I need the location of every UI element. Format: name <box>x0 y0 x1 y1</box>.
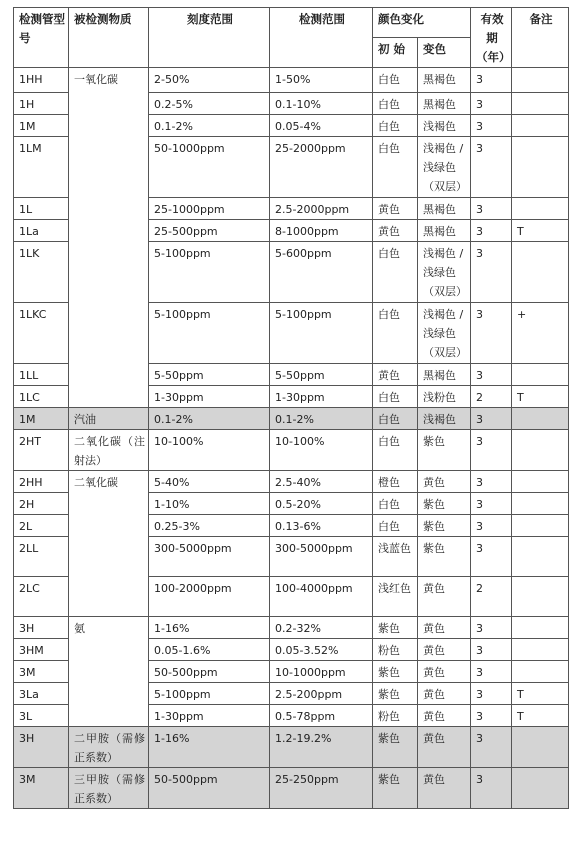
cell-scale-range: 5-40% <box>149 471 270 493</box>
cell-model: 1LC <box>14 386 69 408</box>
cell-color-initial: 白色 <box>373 303 418 364</box>
cell-color-initial: 白色 <box>373 242 418 303</box>
cell-model: 2HH <box>14 471 69 493</box>
cell-remark: T <box>512 683 569 705</box>
cell-color-changed: 紫色 <box>418 430 471 471</box>
cell-color-changed: 黑褐色 <box>418 220 471 242</box>
table-row <box>14 617 569 639</box>
cell-detect-range: 0.05-3.52% <box>270 639 373 661</box>
cell-model: 1LL <box>14 364 69 386</box>
cell-detect-range: 0.5-20% <box>270 493 373 515</box>
cell-validity: 3 <box>471 768 512 809</box>
cell-validity: 3 <box>471 303 512 364</box>
cell-color-changed: 浅褐色 <box>418 115 471 137</box>
cell-color-changed: 黄色 <box>418 661 471 683</box>
cell-remark <box>512 537 569 577</box>
cell-remark <box>512 115 569 137</box>
cell-scale-range: 25-500ppm <box>149 220 270 242</box>
cell-remark <box>512 617 569 639</box>
cell-color-changed: 浅褐色 <box>418 408 471 430</box>
cell-scale-range: 100-2000ppm <box>149 577 270 617</box>
table-row <box>14 68 569 93</box>
cell-validity: 3 <box>471 661 512 683</box>
cell-color-changed: 浅褐色 / 浅绿色（双层） <box>418 303 471 364</box>
cell-substance: 汽油 <box>69 408 149 430</box>
cell-validity: 3 <box>471 220 512 242</box>
cell-substance: 氨 <box>69 617 149 727</box>
cell-detect-range: 5-50ppm <box>270 364 373 386</box>
header-remark: 备注 <box>512 8 569 68</box>
cell-validity: 3 <box>471 471 512 493</box>
cell-validity: 3 <box>471 705 512 727</box>
cell-model: 2LC <box>14 577 69 617</box>
cell-validity: 3 <box>471 515 512 537</box>
cell-model: 2LL <box>14 537 69 577</box>
cell-scale-range: 2-50% <box>149 68 270 93</box>
cell-remark: + <box>512 303 569 364</box>
table-row <box>14 768 569 809</box>
cell-validity: 3 <box>471 137 512 198</box>
cell-color-initial: 紫色 <box>373 661 418 683</box>
cell-scale-range: 300-5000ppm <box>149 537 270 577</box>
table-row <box>14 471 569 493</box>
cell-remark <box>512 430 569 471</box>
cell-remark <box>512 661 569 683</box>
cell-remark <box>512 471 569 493</box>
cell-color-initial: 粉色 <box>373 705 418 727</box>
cell-color-changed: 浅褐色 / 浅绿色（双层） <box>418 242 471 303</box>
cell-validity: 3 <box>471 493 512 515</box>
cell-model: 1M <box>14 115 69 137</box>
cell-color-changed: 浅粉色 <box>418 386 471 408</box>
cell-validity: 3 <box>471 683 512 705</box>
cell-color-initial: 白色 <box>373 68 418 93</box>
cell-remark <box>512 242 569 303</box>
cell-color-changed: 黄色 <box>418 617 471 639</box>
cell-detect-range: 2.5-40% <box>270 471 373 493</box>
cell-remark <box>512 137 569 198</box>
cell-substance: 一氧化碳 <box>69 68 149 408</box>
header-validity: 有效期（年） <box>471 8 512 68</box>
cell-validity: 3 <box>471 93 512 115</box>
cell-scale-range: 0.05-1.6% <box>149 639 270 661</box>
cell-scale-range: 0.1-2% <box>149 115 270 137</box>
header-color-initial: 初 始 <box>373 38 418 68</box>
cell-color-changed: 黑褐色 <box>418 364 471 386</box>
cell-color-changed: 黑褐色 <box>418 68 471 93</box>
cell-validity: 3 <box>471 115 512 137</box>
cell-color-changed: 黑褐色 <box>418 93 471 115</box>
cell-color-initial: 白色 <box>373 386 418 408</box>
cell-remark: T <box>512 386 569 408</box>
cell-color-initial: 浅红色 <box>373 577 418 617</box>
cell-remark: T <box>512 705 569 727</box>
cell-color-initial: 白色 <box>373 493 418 515</box>
cell-color-initial: 白色 <box>373 515 418 537</box>
cell-color-changed: 黄色 <box>418 639 471 661</box>
cell-color-initial: 白色 <box>373 93 418 115</box>
cell-detect-range: 1-50% <box>270 68 373 93</box>
cell-remark <box>512 727 569 768</box>
cell-scale-range: 1-30ppm <box>149 386 270 408</box>
cell-scale-range: 50-1000ppm <box>149 137 270 198</box>
cell-detect-range: 2.5-200ppm <box>270 683 373 705</box>
header-model: 检测管型号 <box>14 8 69 68</box>
cell-scale-range: 25-1000ppm <box>149 198 270 220</box>
cell-substance: 二氧化碳（注射法） <box>69 430 149 471</box>
cell-color-changed: 黄色 <box>418 683 471 705</box>
table-row <box>14 430 569 471</box>
cell-validity: 3 <box>471 408 512 430</box>
cell-validity: 3 <box>471 639 512 661</box>
cell-remark <box>512 515 569 537</box>
cell-model: 1HH <box>14 68 69 93</box>
cell-color-initial: 黄色 <box>373 220 418 242</box>
cell-substance: 二甲胺（需修正系数） <box>69 727 149 768</box>
cell-remark <box>512 639 569 661</box>
cell-color-initial: 白色 <box>373 408 418 430</box>
cell-detect-range: 10-1000ppm <box>270 661 373 683</box>
cell-model: 3HM <box>14 639 69 661</box>
cell-model: 3M <box>14 661 69 683</box>
header-color-changed: 变色 <box>418 38 471 68</box>
cell-detect-range: 1.2-19.2% <box>270 727 373 768</box>
cell-color-initial: 紫色 <box>373 617 418 639</box>
cell-model: 2H <box>14 493 69 515</box>
cell-validity: 3 <box>471 242 512 303</box>
cell-remark <box>512 93 569 115</box>
cell-detect-range: 25-250ppm <box>270 768 373 809</box>
table-row <box>14 408 569 430</box>
cell-detect-range: 0.5-78ppm <box>270 705 373 727</box>
header-detect-range: 检测范围 <box>270 8 373 68</box>
cell-model: 3M <box>14 768 69 809</box>
cell-remark <box>512 364 569 386</box>
cell-remark <box>512 408 569 430</box>
cell-color-changed: 紫色 <box>418 493 471 515</box>
cell-detect-range: 0.13-6% <box>270 515 373 537</box>
cell-detect-range: 1-30ppm <box>270 386 373 408</box>
cell-color-initial: 粉色 <box>373 639 418 661</box>
cell-color-initial: 白色 <box>373 115 418 137</box>
cell-validity: 3 <box>471 727 512 768</box>
cell-scale-range: 1-16% <box>149 727 270 768</box>
cell-remark <box>512 493 569 515</box>
cell-remark: T <box>512 220 569 242</box>
cell-detect-range: 0.1-2% <box>270 408 373 430</box>
cell-model: 1M <box>14 408 69 430</box>
cell-validity: 3 <box>471 364 512 386</box>
cell-scale-range: 0.1-2% <box>149 408 270 430</box>
cell-color-changed: 黄色 <box>418 768 471 809</box>
cell-model: 3H <box>14 727 69 768</box>
cell-detect-range: 5-100ppm <box>270 303 373 364</box>
cell-validity: 2 <box>471 577 512 617</box>
table-row <box>14 727 569 768</box>
cell-color-initial: 黄色 <box>373 364 418 386</box>
cell-model: 2L <box>14 515 69 537</box>
cell-validity: 3 <box>471 617 512 639</box>
cell-color-changed: 紫色 <box>418 515 471 537</box>
cell-color-initial: 黄色 <box>373 198 418 220</box>
cell-color-initial: 紫色 <box>373 683 418 705</box>
cell-remark <box>512 198 569 220</box>
cell-color-initial: 浅蓝色 <box>373 537 418 577</box>
cell-detect-range: 8-1000ppm <box>270 220 373 242</box>
cell-model: 1H <box>14 93 69 115</box>
cell-model: 3H <box>14 617 69 639</box>
cell-color-changed: 黄色 <box>418 471 471 493</box>
cell-detect-range: 2.5-2000ppm <box>270 198 373 220</box>
cell-scale-range: 1-10% <box>149 493 270 515</box>
cell-remark <box>512 577 569 617</box>
cell-validity: 3 <box>471 537 512 577</box>
cell-detect-range: 300-5000ppm <box>270 537 373 577</box>
cell-detect-range: 25-2000ppm <box>270 137 373 198</box>
cell-scale-range: 5-100ppm <box>149 683 270 705</box>
cell-model: 1L <box>14 198 69 220</box>
cell-scale-range: 1-30ppm <box>149 705 270 727</box>
cell-detect-range: 100-4000ppm <box>270 577 373 617</box>
cell-color-initial: 紫色 <box>373 768 418 809</box>
cell-validity: 3 <box>471 68 512 93</box>
gas-detection-tube-table <box>13 7 569 809</box>
cell-substance: 二氧化碳 <box>69 471 149 617</box>
cell-scale-range: 5-100ppm <box>149 242 270 303</box>
cell-scale-range: 1-16% <box>149 617 270 639</box>
cell-model: 1LM <box>14 137 69 198</box>
cell-scale-range: 5-100ppm <box>149 303 270 364</box>
cell-color-initial: 橙色 <box>373 471 418 493</box>
cell-color-changed: 黑褐色 <box>418 198 471 220</box>
cell-color-changed: 浅褐色 / 浅绿色（双层） <box>418 137 471 198</box>
cell-validity: 3 <box>471 198 512 220</box>
cell-color-initial: 紫色 <box>373 727 418 768</box>
cell-color-initial: 白色 <box>373 137 418 198</box>
cell-model: 2HT <box>14 430 69 471</box>
cell-model: 1LKC <box>14 303 69 364</box>
cell-scale-range: 5-50ppm <box>149 364 270 386</box>
cell-color-initial: 白色 <box>373 430 418 471</box>
cell-detect-range: 0.05-4% <box>270 115 373 137</box>
cell-color-changed: 黄色 <box>418 727 471 768</box>
header-substance: 被检测物质 <box>69 8 149 68</box>
cell-scale-range: 10-100% <box>149 430 270 471</box>
cell-model: 1LK <box>14 242 69 303</box>
cell-detect-range: 0.1-10% <box>270 93 373 115</box>
cell-detect-range: 10-100% <box>270 430 373 471</box>
cell-color-changed: 黄色 <box>418 705 471 727</box>
cell-substance: 三甲胺（需修正系数） <box>69 768 149 809</box>
cell-scale-range: 50-500ppm <box>149 768 270 809</box>
cell-validity: 2 <box>471 386 512 408</box>
cell-scale-range: 0.25-3% <box>149 515 270 537</box>
cell-model: 3La <box>14 683 69 705</box>
cell-detect-range: 0.2-32% <box>270 617 373 639</box>
cell-color-changed: 黄色 <box>418 577 471 617</box>
cell-detect-range: 5-600ppm <box>270 242 373 303</box>
cell-validity: 3 <box>471 430 512 471</box>
cell-color-changed: 紫色 <box>418 537 471 577</box>
table-body <box>14 68 569 809</box>
cell-remark <box>512 68 569 93</box>
cell-model: 3L <box>14 705 69 727</box>
cell-model: 1La <box>14 220 69 242</box>
cell-scale-range: 0.2-5% <box>149 93 270 115</box>
cell-remark <box>512 768 569 809</box>
header-color-change: 颜色变化 <box>373 8 471 38</box>
header-scale-range: 刻度范围 <box>149 8 270 68</box>
cell-scale-range: 50-500ppm <box>149 661 270 683</box>
